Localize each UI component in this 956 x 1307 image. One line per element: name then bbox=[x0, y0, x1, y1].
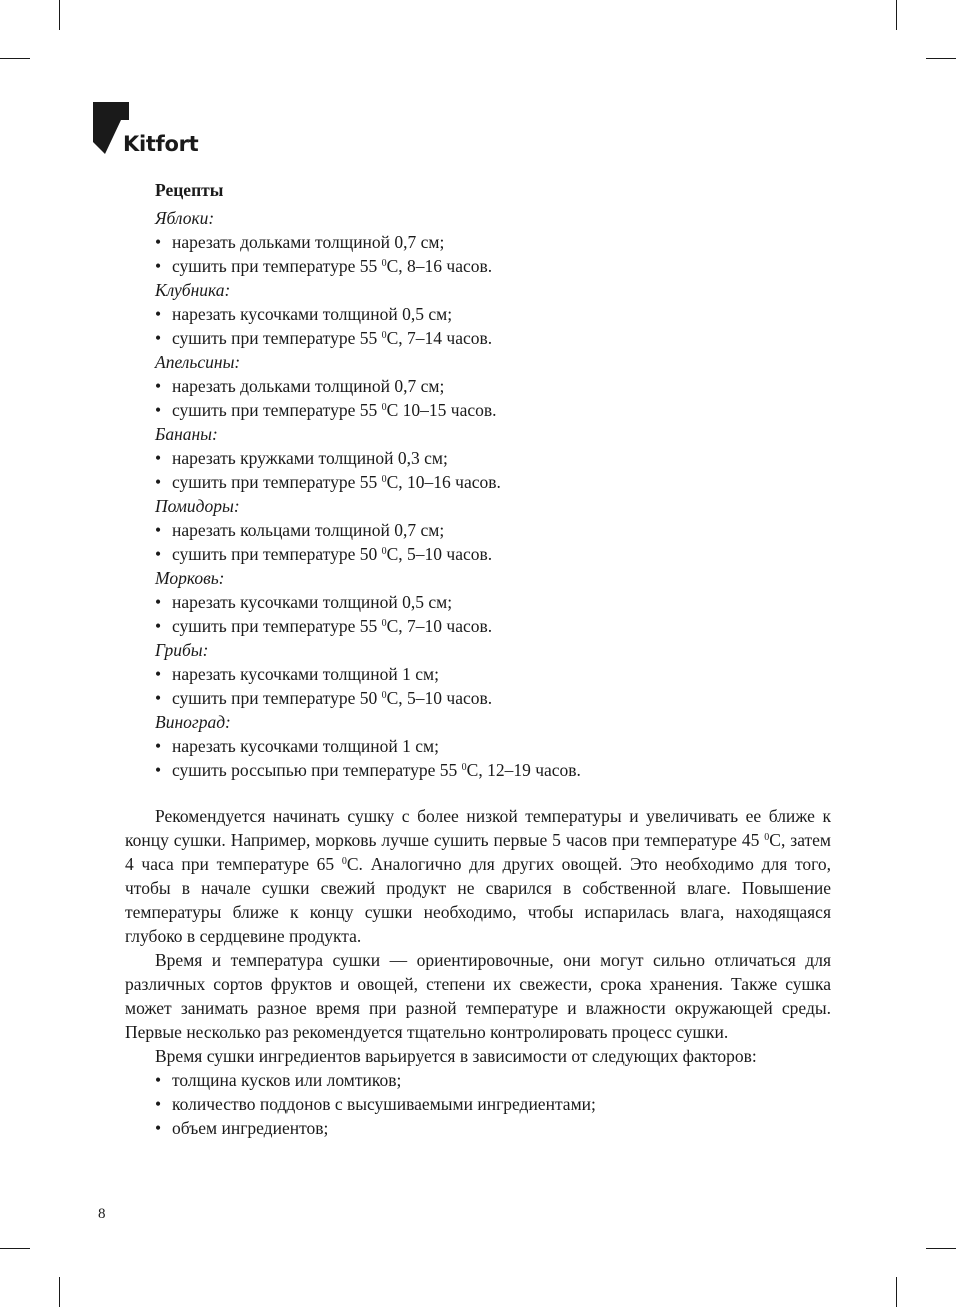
degree-mark: 0 bbox=[764, 832, 770, 843]
degree-mark: 0 bbox=[381, 330, 387, 341]
recipe-name: Грибы: bbox=[155, 640, 209, 660]
factor-text: количество поддонов с высушиваемыми ингредиентами; bbox=[172, 1094, 596, 1114]
instruction-text: сушить при температуре 50 bbox=[172, 688, 382, 708]
recipe-cut-instruction: • нарезать кружками толщиной 0,3 см; bbox=[155, 448, 448, 468]
instruction-text: С, 7–14 часов. bbox=[386, 328, 493, 348]
recipe-cut-instruction: • нарезать кольцами толщиной 0,7 см; bbox=[155, 520, 445, 540]
recipe-dry-instruction: • сушить при температуре 55 $^0$С, 10–16 часов. bbox=[155, 472, 501, 492]
crop-mark bbox=[896, 0, 897, 30]
factor-text: толщина кусков или ломтиков; bbox=[172, 1070, 402, 1090]
recipe-cut-instruction: • нарезать дольками толщиной 0,7 см; bbox=[155, 232, 445, 252]
paragraph bbox=[125, 804, 831, 948]
recipe-cut-instruction: • нарезать дольками толщиной 0,7 см; bbox=[155, 376, 445, 396]
recipe-cut-instruction: • нарезать кусочками толщиной 0,5 см; bbox=[155, 592, 453, 612]
instruction-text: сушить при температуре 50 bbox=[172, 544, 382, 564]
recipe-dry-instruction: • сушить россыпью при температуре 55 $^0$С, 12–19 часов. bbox=[155, 760, 581, 780]
instruction-text: сушить при температуре 55 bbox=[172, 256, 382, 276]
recipe-dry-instruction: • сушить при температуре 55 $^0$С 10–15 часов. bbox=[155, 400, 497, 420]
crop-mark bbox=[0, 1248, 30, 1249]
instruction-text: нарезать кусочками толщиной 0,5 см; bbox=[172, 304, 453, 324]
instruction-text: нарезать дольками толщиной 0,7 см; bbox=[172, 376, 445, 396]
degree-mark: 0 bbox=[461, 762, 467, 773]
recipe-dry-instruction: • сушить при температуре 50 $^0$С, 5–10 часов. bbox=[155, 688, 493, 708]
crop-mark bbox=[926, 1248, 956, 1249]
paragraph-text: С. Аналогично для других овощей. Это необходимо для того, чтобы в начале сушки свежий продукт не сварился в собственной влаге. Повышение температуры ближе к концу сушки необходимо, чтобы испарилась влага, находящаяся глубоко в сердцевине продукта. bbox=[125, 854, 831, 946]
instruction-text: С, 12–19 часов. bbox=[466, 760, 581, 780]
paragraph-text: Рекомендуется начинать сушку с более низкой температуры и увеличивать ее ближе к концу сушки. Например, морковь лучше сушить первые 5 часов при температуре 45 bbox=[125, 806, 831, 850]
brand-logo bbox=[93, 102, 213, 162]
degree-mark: 0 bbox=[381, 474, 387, 485]
paragraph-text: С, затем 4 часа при температуре 65 bbox=[125, 830, 831, 874]
recipe-name: Апельсины: bbox=[155, 352, 241, 372]
recipe-name: Бананы: bbox=[155, 424, 218, 444]
recipe-cut-instruction: • нарезать кусочками толщиной 1 см; bbox=[155, 736, 439, 756]
factor-list bbox=[155, 1068, 831, 1140]
degree-mark: 0 bbox=[341, 856, 347, 867]
instruction-text: сушить россыпью при температуре 55 bbox=[172, 760, 462, 780]
instruction-text: нарезать кусочками толщиной 1 см; bbox=[172, 736, 439, 756]
paragraph: Время сушки ингредиентов варьируется в зависимости от следующих факторов: bbox=[155, 1046, 757, 1066]
recipe-list bbox=[155, 206, 831, 782]
recipe-name: Помидоры: bbox=[155, 496, 240, 516]
brand-name: Kitfort bbox=[123, 132, 199, 156]
recipe-name: Морковь: bbox=[155, 568, 225, 588]
recipe-name: Клубника: bbox=[155, 280, 231, 300]
recipe-name: Виноград: bbox=[155, 712, 231, 732]
recipe-dry-instruction: • сушить при температуре 55 $^0$С, 7–10 часов. bbox=[155, 616, 493, 636]
crop-mark bbox=[59, 0, 60, 30]
recipe-dry-instruction: • сушить при температуре 55 $^0$С, 8–16 часов. bbox=[155, 256, 493, 276]
section-title: Рецепты bbox=[155, 180, 224, 200]
paragraph: Время и температура сушки — ориентировочные, они могут сильно отличаться для различных сортов фруктов и овощей, степени их свежести, срока хранения. Также сушка может занимать разное время при разной температуре и влажности окружающей среды. Первые несколько раз рекомендуется тщательно контролировать процесс сушки. bbox=[125, 950, 831, 1042]
degree-mark: 0 bbox=[381, 402, 387, 413]
crop-mark bbox=[896, 1277, 897, 1307]
instruction-text: сушить при температуре 55 bbox=[172, 616, 382, 636]
instruction-text: сушить при температуре 55 bbox=[172, 472, 382, 492]
instruction-text: С 10–15 часов. bbox=[386, 400, 497, 420]
degree-mark: 0 bbox=[381, 690, 387, 701]
instruction-text: сушить при температуре 55 bbox=[172, 328, 382, 348]
factor-text: объем ингредиентов; bbox=[172, 1118, 329, 1138]
page-content bbox=[125, 178, 831, 1140]
degree-mark: 0 bbox=[381, 258, 387, 269]
recipe-cut-instruction: • нарезать кусочками толщиной 0,5 см; bbox=[155, 304, 453, 324]
crop-mark bbox=[0, 58, 30, 59]
page-number: 8 bbox=[98, 1206, 106, 1222]
instruction-text: С, 8–16 часов. bbox=[386, 256, 493, 276]
instruction-text: сушить при температуре 55 bbox=[172, 400, 382, 420]
recipe-dry-instruction: • сушить при температуре 55 $^0$С, 7–14 часов. bbox=[155, 328, 493, 348]
crop-mark bbox=[59, 1277, 60, 1307]
instruction-text: С, 5–10 часов. bbox=[386, 688, 493, 708]
degree-mark: 0 bbox=[381, 546, 387, 557]
instruction-text: нарезать дольками толщиной 0,7 см; bbox=[172, 232, 445, 252]
instruction-text: С, 7–10 часов. bbox=[386, 616, 493, 636]
instruction-text: С, 10–16 часов. bbox=[386, 472, 501, 492]
recipe-name: Яблоки: bbox=[155, 208, 215, 228]
factor-item: • толщина кусков или ломтиков; bbox=[155, 1070, 402, 1090]
factor-item: • объем ингредиентов; bbox=[155, 1118, 329, 1138]
factor-item: • количество поддонов с высушиваемыми ингредиентами; bbox=[155, 1094, 596, 1114]
instruction-text: С, 5–10 часов. bbox=[386, 544, 493, 564]
instruction-text: нарезать кольцами толщиной 0,7 см; bbox=[172, 520, 445, 540]
instruction-text: нарезать кусочками толщиной 1 см; bbox=[172, 664, 439, 684]
recipe-cut-instruction: • нарезать кусочками толщиной 1 см; bbox=[155, 664, 439, 684]
instruction-text: нарезать кружками толщиной 0,3 см; bbox=[172, 448, 448, 468]
crop-mark bbox=[926, 58, 956, 59]
degree-mark: 0 bbox=[381, 618, 387, 629]
instruction-text: нарезать кусочками толщиной 0,5 см; bbox=[172, 592, 453, 612]
recipe-dry-instruction: • сушить при температуре 50 $^0$С, 5–10 часов. bbox=[155, 544, 493, 564]
